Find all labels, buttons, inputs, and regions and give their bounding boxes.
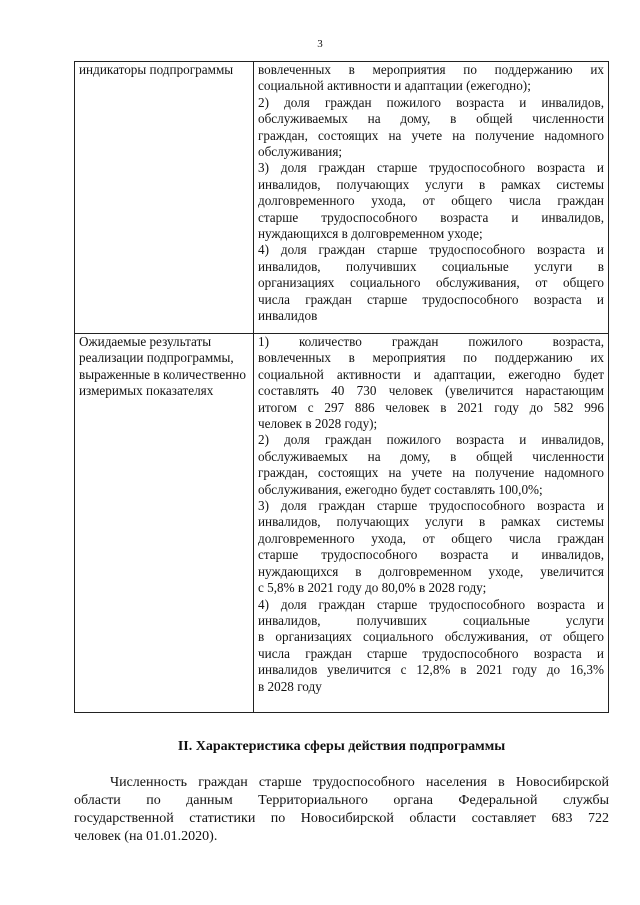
text-line: вовлеченных в мероприятия по поддержанию их <box>258 350 604 366</box>
section-paragraph <box>74 774 609 846</box>
text-line: инвалидов, получающих услуги в рамках системы <box>258 176 604 192</box>
table-row <box>75 334 609 713</box>
text-line: Численность граждан старше трудоспособного населения в Новосибирской <box>110 775 609 790</box>
row-label: Ожидаемые результаты реализации подпрограммы, выраженные в количественно измеримых показателях <box>75 334 254 713</box>
text-line: государственной статистики по Новосибирской области составляет 683 722 <box>74 811 609 826</box>
text-line: граждан, состоящих на учете на получение надомного <box>258 465 604 481</box>
text-line: составлять 40 730 человек (увеличится нарастающим <box>258 383 604 399</box>
text-line: инвалидов, получивших социальные услуги в <box>258 258 604 274</box>
text-line: долговременного ухода, от общего числа граждан <box>258 530 604 546</box>
text-line: 2) доля граждан пожилого возраста и инвалидов, <box>258 432 604 448</box>
text-line: нуждающихся в долговременном уходе, увеличится <box>258 563 604 579</box>
text-line: обслуживаемых на дому, в общей численности <box>258 448 604 464</box>
table-row <box>75 62 609 334</box>
text-line: 1) количество граждан пожилого возраста, <box>258 334 604 349</box>
section-heading: II. Характеристика сферы действия подпрограммы <box>177 739 506 754</box>
text-line: социальной активности и адаптации (ежегодно); <box>258 78 531 94</box>
text-line: инвалидов, получающих услуги в рамках системы <box>258 514 604 530</box>
text-line: 4) доля граждан старше трудоспособного возраста и <box>258 596 604 612</box>
text-line: организациях социального обслуживания, от общего <box>258 275 604 291</box>
text-line: старше трудоспособного возраста и инвалидов, <box>258 209 604 225</box>
text-line: инвалидов, получивших социальные услуги <box>258 612 604 628</box>
text-line: обслуживания, ежегодно будет составлять 100,0%; <box>258 481 543 497</box>
text-line: в организациях социального обслуживания, от общего <box>258 629 604 645</box>
text-line: инвалидов <box>258 308 318 324</box>
text-line: итогом с 297 886 человек в 2021 году до 582 996 <box>258 399 604 415</box>
text-line: в 2028 году <box>258 678 322 694</box>
text-line: социальной активности и адаптации, ежегодно будет <box>258 366 604 382</box>
row-label: индикаторы подпрограммы <box>75 62 254 334</box>
text-line: 4) доля граждан старше трудоспособного возраста и <box>258 242 604 258</box>
text-line: человек в 2028 году); <box>258 416 378 432</box>
text-line: числа граждан старше трудоспособного возраста и <box>258 645 604 661</box>
text-line: 3) доля граждан старше трудоспособного возраста и <box>258 498 604 514</box>
text-line: 2) доля граждан пожилого возраста и инвалидов, <box>258 94 604 110</box>
text-line: человек (на 01.01.2020). <box>74 829 218 844</box>
text-line: числа граждан старше трудоспособного возраста и <box>258 291 604 307</box>
row-value <box>254 334 609 713</box>
row-value <box>254 62 609 334</box>
text-line: нуждающихся в долговременном уходе; <box>258 226 483 242</box>
text-line: вовлеченных в мероприятия по поддержанию их <box>258 62 604 77</box>
text-line: с 5,8% в 2021 году до 80,0% в 2028 году; <box>258 580 487 596</box>
text-line: инвалидов увеличится с 12,8% в 2021 году до 16,3% <box>258 662 604 678</box>
text-line: долговременного ухода, от общего числа граждан <box>258 193 604 209</box>
text-line: 3) доля граждан старше трудоспособного возраста и <box>258 160 604 176</box>
page-number: 3 <box>317 38 323 50</box>
text-line: обслуживания; <box>258 144 343 160</box>
text-line: старше трудоспособного возраста и инвалидов, <box>258 547 604 563</box>
text-line: обслуживаемых на дому, в общей численности <box>258 111 604 127</box>
text-line: области по данным Территориального органа Федеральной службы <box>74 793 609 808</box>
text-line: граждан, состоящих на учете на получение надомного <box>258 127 604 143</box>
subprogram-passport-table <box>74 61 609 713</box>
